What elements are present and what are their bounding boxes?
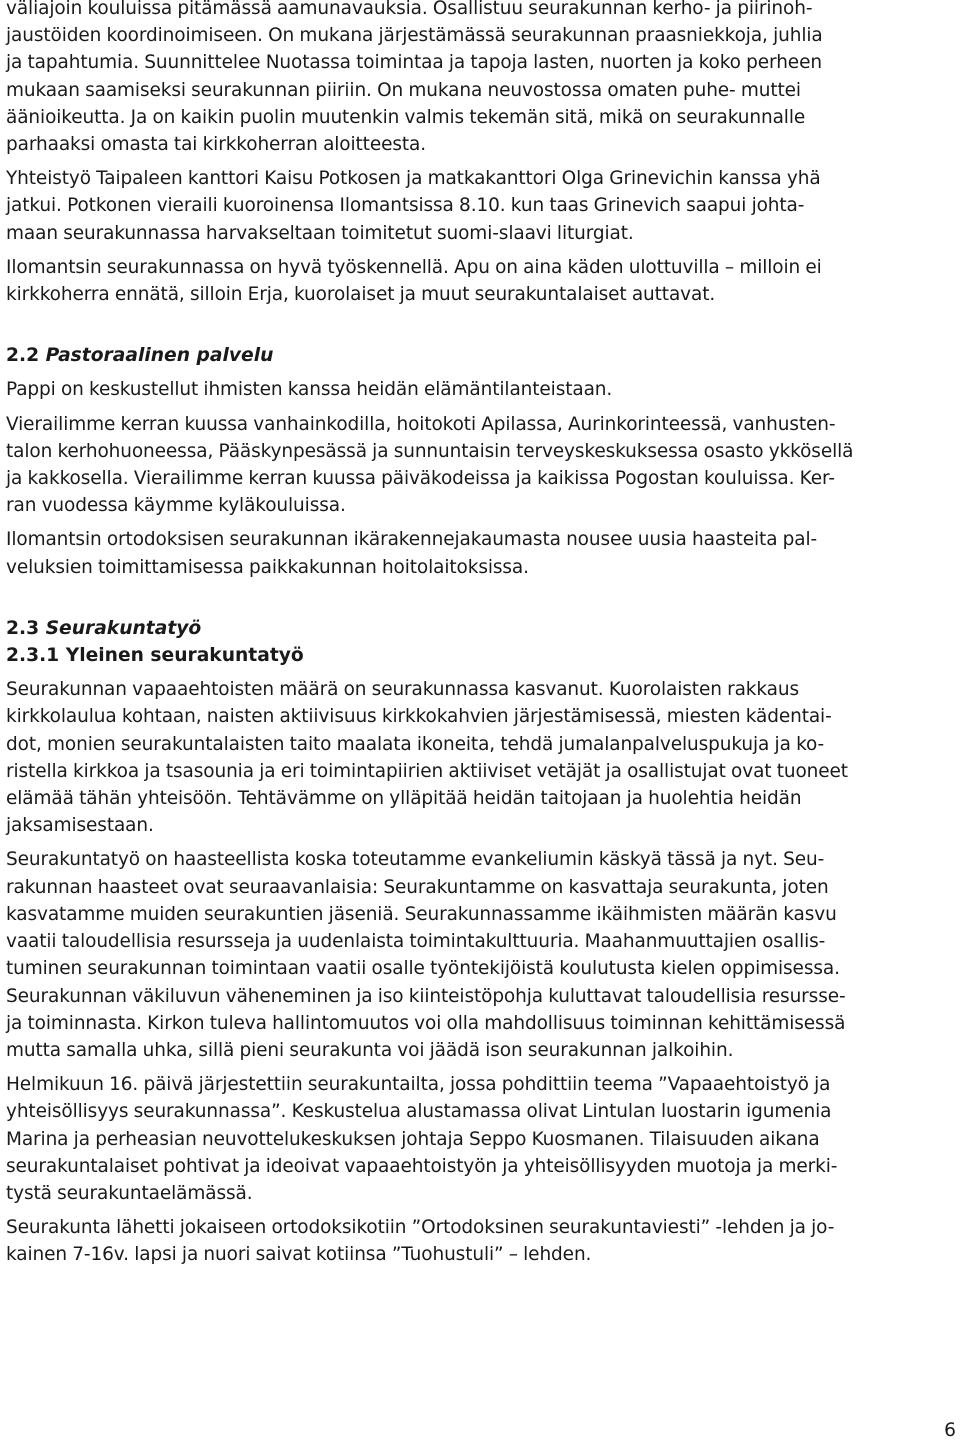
text-line: yhteisöllisyys seurakunnassa”. Keskustelua alustamassa olivat Lintulan luostarin igumenia — [6, 1101, 832, 1123]
text-line: veluksien toimittamisessa paikkakunnan hoitolaitoksissa. — [6, 556, 529, 578]
text-line: Vierailimme kerran kuussa vanhainkodilla, hoitokoti Apilassa, Aurinkorinteessä, vanhusten- — [6, 413, 836, 435]
text-line: ja toiminnasta. Kirkon tuleva hallintomuutos voi olla mahdollisuus toiminnan kehittämisessä — [6, 1012, 846, 1034]
section-number: 2.3 — [6, 617, 40, 639]
text-line: ja tapahtumia. Suunnittelee Nuotassa toimintaa ja tapoja lasten, nuorten ja koko perheen — [6, 52, 822, 74]
text-line: Seurakunnan vapaaehtoisten määrä on seurakunnassa kasvanut. Kuorolaisten rakkaus — [6, 679, 799, 701]
section-title: Yleinen seurakuntatyö — [65, 645, 304, 667]
text-line: kirkkoherra ennätä, silloin Erja, kuorolaiset ja muut seurakuntalaiset auttavat. — [6, 284, 716, 306]
text-line: Seurakuntatyö on haasteellista koska toteutamme evankeliumin käskyä tässä ja nyt. Seu- — [6, 849, 825, 871]
paragraph-intro — [6, 0, 958, 158]
paragraph-pastoral-1 — [6, 376, 958, 403]
text-line: parhaaksi omasta tai kirkkoherran aloitteesta. — [6, 134, 427, 156]
text-line: maan seurakunnassa harvakseltaan toimitetut suomi-slaavi liturgiat. — [6, 222, 634, 244]
text-line: jaustöiden koordinoimiseen. On mukana järjestämässä seurakunnan praasniekkoja, juhlia — [6, 25, 823, 47]
text-line: dot, monien seurakuntalaisten taito maalata ikoneita, tehdä jumalanpalveluspukuja ja ko- — [6, 733, 825, 755]
text-line: ran vuodessa käymme kyläkouluissa. — [6, 495, 346, 517]
text-line: Yhteistyö Taipaleen kanttori Kaisu Potkosen ja matkakanttori Olga Grinevichin kanssa yhä — [6, 168, 821, 190]
text-line: mutta samalla uhka, sillä pieni seurakunta voi jäädä ison seurakunnan jalkoihin. — [6, 1039, 734, 1061]
text-line: seurakuntalaiset pohtivat ja ideoivat vapaaehtoistyön ja yhteisöllisyyden muotoja ja merki- — [6, 1155, 838, 1177]
text-line: Marina ja perheasian neuvottelukeskuksen johtaja Seppo Kuosmanen. Tilaisuuden aikana — [6, 1128, 820, 1150]
text-line: ja kakkosella. Vierailimme kerran kuussa päiväkodeissa ja kaikissa Pogostan kouluissa. Ker- — [6, 468, 835, 490]
section-heading-2-3-1 — [6, 642, 958, 669]
paragraph-workplace — [6, 254, 958, 308]
text-line: kirkkolaulua kohtaan, naisten aktiivisuus kirkkokahvien järjestämisessä, miesten kädentai- — [6, 706, 832, 728]
section-heading-2-3 — [6, 615, 958, 642]
section-number: 2.3.1 — [6, 645, 60, 667]
section-heading-2-2 — [6, 342, 958, 369]
text-line: Seurakunnan väkiluvun väheneminen ja iso kiinteistöpohja kuluttavat taloudellisia resursse- — [6, 985, 846, 1007]
text-line: talon kerhohuoneessa, Pääskynpesässä ja sunnuntaisin terveyskeskuksessa osasto ykkösellä — [6, 440, 854, 462]
text-line: äänioikeutta. Ja on kaikin puolin muutenkin valmis tekemän sitä, mikä on seurakunnalle — [6, 106, 806, 128]
section-title: Seurakuntatyö — [45, 617, 202, 639]
text-line: elämää tähän yhteisöön. Tehtävämme on ylläpitää heidän taitojaan ja huolehtia heidän — [6, 788, 802, 810]
paragraph-general-3 — [6, 1071, 958, 1207]
text-line: jaksamisestaan. — [6, 815, 154, 837]
paragraph-cooperation — [6, 165, 958, 247]
paragraph-pastoral-2 — [6, 411, 958, 520]
section-title: Pastoraalinen palvelu — [45, 345, 274, 367]
paragraph-pastoral-3 — [6, 526, 958, 580]
paragraph-general-2 — [6, 846, 958, 1064]
paragraph-general-4 — [6, 1214, 958, 1268]
text-line: ristella kirkkoa ja tsasounia ja eri toimintapiirien aktiiviset vetäjät ja osallistujat ovat tuoneet — [6, 760, 848, 782]
text-line: rakunnan haasteet ovat seuraavanlaisia: Seurakuntamme on kasvattaja seurakunta, joten — [6, 876, 829, 898]
paragraph-general-1 — [6, 676, 958, 839]
document-page — [6, 0, 958, 1269]
text-line: Ilomantsin ortodoksisen seurakunnan ikärakennejakaumasta nousee uusia haasteita pal- — [6, 529, 818, 551]
text-line: mukaan saamiseksi seurakunnan piiriin. On mukana neuvostossa omaten puhe- muttei — [6, 79, 801, 101]
text-line: väliajoin kouluissa pitämässä aamunavauksia. Osallistuu seurakunnan kerho- ja piirinoh- — [6, 0, 813, 19]
text-line: jatkui. Potkonen vieraili kuoroinensa Ilomantsissa 8.10. kun taas Grinevich saapui johta- — [6, 195, 805, 217]
page-number: 6 — [944, 1420, 956, 1441]
text-line: kainen 7-16v. lapsi ja nuori saivat kotiinsa ”Tuohustuli” – lehden. — [6, 1244, 592, 1266]
text-line: Ilomantsin seurakunnassa on hyvä työskennellä. Apu on aina käden ulottuvilla – milloin ei — [6, 256, 822, 278]
text-line: kasvatamme muiden seurakuntien jäseniä. Seurakunnassamme ikäihmisten määrän kasvu — [6, 903, 837, 925]
text-line: Helmikuun 16. päivä järjestettiin seurakuntailta, jossa pohdittiin teema ”Vapaaehtoistyö ja — [6, 1074, 831, 1096]
text-line: Pappi on keskustellut ihmisten kanssa heidän elämäntilanteistaan. — [6, 379, 613, 401]
text-line: vaatii taloudellisia resursseja ja uudenlaista toimintakulttuuria. Maahanmuuttajien osallis- — [6, 931, 826, 953]
text-line: tystä seurakuntaelämässä. — [6, 1182, 253, 1204]
text-line: tuminen seurakunnan toimintaan vaatii osalle työntekijöistä koulutusta kielen oppimisessa. — [6, 958, 840, 980]
text-line: Seurakunta lähetti jokaiseen ortodoksikotiin ”Ortodoksinen seurakuntaviesti” -lehden ja jo- — [6, 1217, 835, 1239]
section-number: 2.2 — [6, 345, 40, 367]
